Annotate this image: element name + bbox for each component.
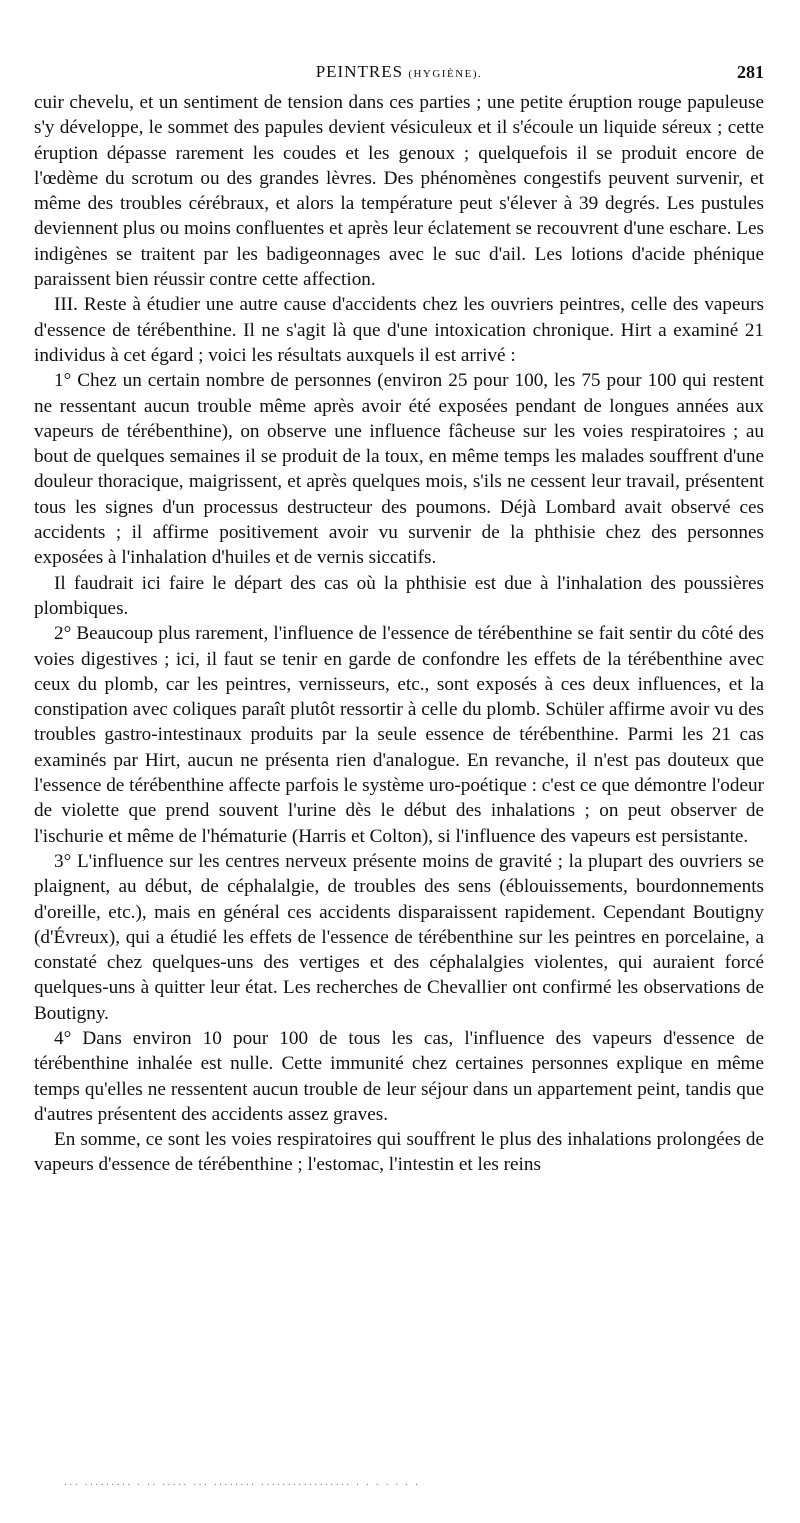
paragraph-continuation: cuir chevelu, et un sentiment de tension dans ces parties ; une petite éruption rouge papuleuse s'y développe, le sommet des papules devient vésiculeux et il s'écoule un liquide séreux ; cette éruption dépasse rarement les coudes et les genoux ; quelquefois il se produit encore de l'œdème du scrotum ou des grandes lèvres. Des phénomènes congestifs peuvent survenir, et même des troubles cérébraux, et alors la température peut s'élever à 39 degrés. Les pustules deviennent plus ou moins confluentes et après leur éclatement se recouvrent d'une eschare. Les indigènes se traitent par les badigeonnages avec le suc d'ail. Les lotions d'acide phénique paraissent bien réussir contre cette affection. (34, 92, 764, 291)
header-subtitle: (HYGIÈNE). (408, 68, 483, 80)
running-header (34, 62, 764, 88)
paragraph-summary: En somme, ce sont les voies respiratoires qui souffrent le plus des inhalations prolongées de vapeurs d'essence de térébenthine ; l'estomac, l'intestin et les reins (34, 1129, 764, 1176)
paragraph-point-2: 2° Beaucoup plus rarement, l'influence de l'essence de térébenthine se fait sentir du côté des voies digestives ; ici, il faut se tenir en garde de confondre les effets de la térébenthine avec ceux du plomb, car les peintres, vernisseurs, etc., sont exposés à ces deux influences, et la constipation avec coliques paraît plutôt ressortir à celle du plomb. Schüler affirme avoir vu des troubles gastro-intestinaux produits par la seule essence de térébenthine. Parmi les 21 cas examinés par Hirt, aucun ne présenta rien d'analogue. En revanche, il n'est pas douteux que l'essence de térébenthine affecte parfois le système uro-poétique : c'est ce que démontre l'odeur de violette que prend souvent l'urine dès le début des inhalations ; on peut observer de l'ischurie et même de l'hématurie (Harris et Colton), si l'influence des vapeurs est persistante. (34, 623, 764, 847)
paragraph-point-3: 3° L'influence sur les centres nerveux présente moins de gravité ; la plupart des ouvriers se plaignent, au début, de céphalalgie, de troubles des sens (éblouissements, bourdonnements d'oreille, etc.), mais en général ces accidents disparaissent rapidement. Cependant Boutigny (d'Évreux), qui a étudié les effets de l'essence de térébenthine sur les peintres en porcelaine, a constaté chez quelques-uns des vertiges et des céphalalgies violentes, qui auraient forcé quelques-uns à quitter leur état. Les recherches de Chevallier ont confirmé les observations de Boutigny. (34, 850, 764, 1024)
page-number: 281 (737, 62, 764, 82)
body-text (34, 90, 764, 1178)
scan-bleed-through: ··· ········· · ·· ····· ··· ········ ················· · · · · · · · (64, 1480, 421, 1491)
header-title (34, 62, 764, 82)
header-section-name: PEINTRES (315, 62, 404, 81)
paragraph-point-4: 4° Dans environ 10 pour 100 de tous les cas, l'influence des vapeurs d'essence de térébenthine inhalée est nulle. Cette immunité chez certaines personnes explique en même temps qu'elles ne ressentent aucun trouble de leur séjour dans un appartement peint, tandis que d'autres présentent des accidents assez graves. (34, 1027, 764, 1125)
paragraph-section-iii: III. Reste à étudier une autre cause d'accidents chez les ouvriers peintres, celle des vapeurs d'essence de térébenthine. Il ne s'agit là que d'une intoxication chronique. Hirt a examiné 21 individus à cet égard ; voici les résultats auxquels il est arrivé : (34, 294, 764, 366)
paragraph-phthisis-note: Il faudrait ici faire le départ des cas où la phthisie est due à l'inhalation des poussières plombiques. (34, 572, 764, 619)
paragraph-point-1: 1° Chez un certain nombre de personnes (environ 25 pour 100, les 75 pour 100 qui restent ne ressentant aucun trouble même après avoir été exposées pendant de longues années aux vapeurs de térébenthine), on observe une influence fâcheuse sur les voies respiratoires ; au bout de quelques semaines il se produit de la toux, en même temps les malades souffrent d'une douleur thoracique, maigrissent, et après quelques mois, s'ils ne cessent leur travail, présentent tous les signes d'un processus destructeur des poumons. Déjà Lombard avait observé ces accidents ; il affirme positivement avoir vu survenir de la phthisie chez des personnes exposées à l'inhalation d'huiles et de vernis siccatifs. (34, 370, 764, 569)
